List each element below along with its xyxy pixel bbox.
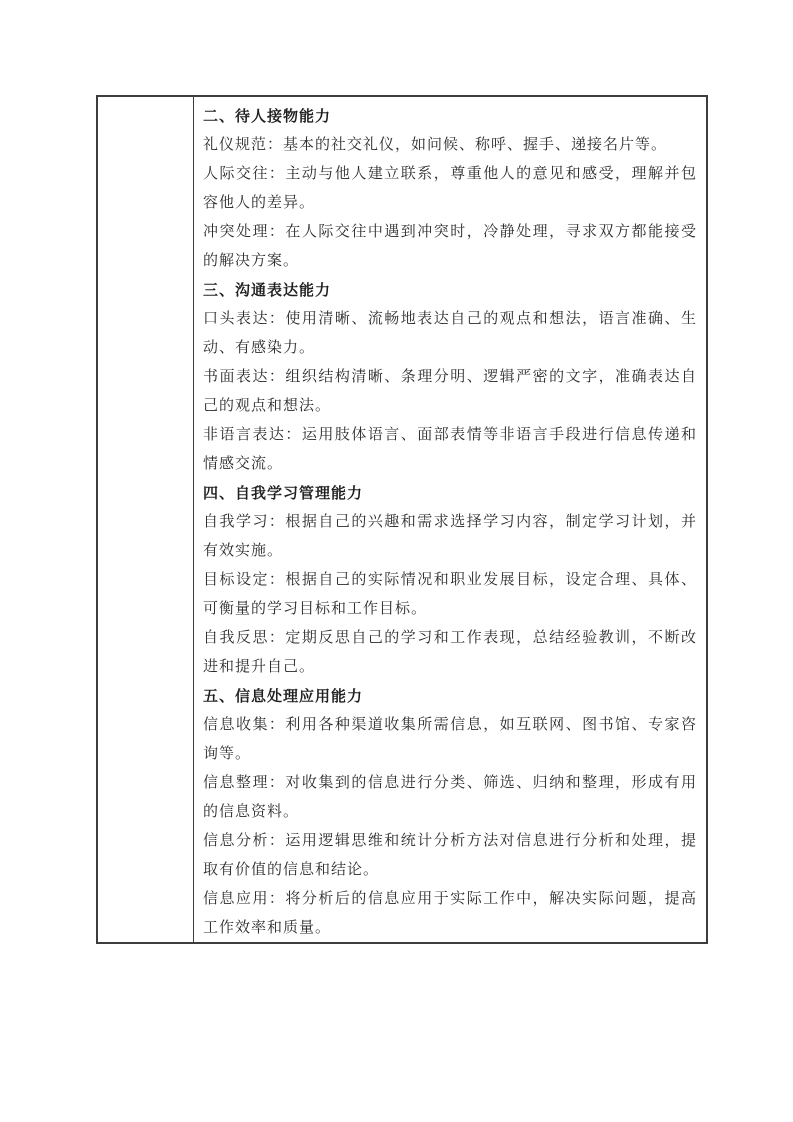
ability-item: 人际交往：主动与他人建立联系，尊重他人的意见和感受，理解并包容他人的差异。	[203, 166, 697, 211]
ability-item: 礼仪规范：基本的社交礼仪，如问候、称呼、握手、递接名片等。	[203, 137, 668, 153]
ability-item: 信息整理：对收集到的信息进行分类、筛选、归纳和整理，形成有用的信息资料。	[203, 775, 697, 820]
ability-item: 信息分析：运用逻辑思维和统计分析方法对信息进行分析和处理，提取有价值的信息和结论。	[203, 833, 697, 878]
ability-item: 口头表达：使用清晰、流畅地表达自己的观点和想法，语言准确、生动、有感染力。	[203, 311, 697, 356]
section-heading: 四、自我学习管理能力	[203, 485, 364, 502]
table-content-cell	[194, 97, 706, 942]
section-heading: 三、沟通表达能力	[203, 282, 332, 299]
ability-item: 自我反思：定期反思自己的学习和工作表现，总结经验教训，不断改进和提升自己。	[203, 630, 697, 675]
ability-item: 冲突处理：在人际交往中遇到冲突时，冷静处理，寻求双方都能接受的解决方案。	[203, 224, 697, 269]
table-label-cell	[98, 97, 194, 942]
ability-item: 书面表达：组织结构清晰、条理分明、逻辑严密的文字，准确表达自己的观点和想法。	[203, 369, 697, 414]
section-heading: 二、待人接物能力	[203, 108, 332, 125]
ability-item: 自我学习：根据自己的兴趣和需求选择学习内容，制定学习计划，并有效实施。	[203, 514, 697, 559]
ability-item: 信息应用：将分析后的信息应用于实际工作中，解决实际问题，提高工作效率和质量。	[203, 891, 697, 936]
section-heading: 五、信息处理应用能力	[203, 688, 364, 705]
abilities-table	[96, 95, 708, 944]
ability-item: 非语言表达：运用肢体语言、面部表情等非语言手段进行信息传递和情感交流。	[203, 427, 697, 472]
ability-item: 目标设定：根据自己的实际情况和职业发展目标，设定合理、具体、可衡量的学习目标和工作目标。	[203, 572, 697, 617]
ability-item: 信息收集：利用各种渠道收集所需信息，如互联网、图书馆、专家咨询等。	[203, 717, 697, 762]
